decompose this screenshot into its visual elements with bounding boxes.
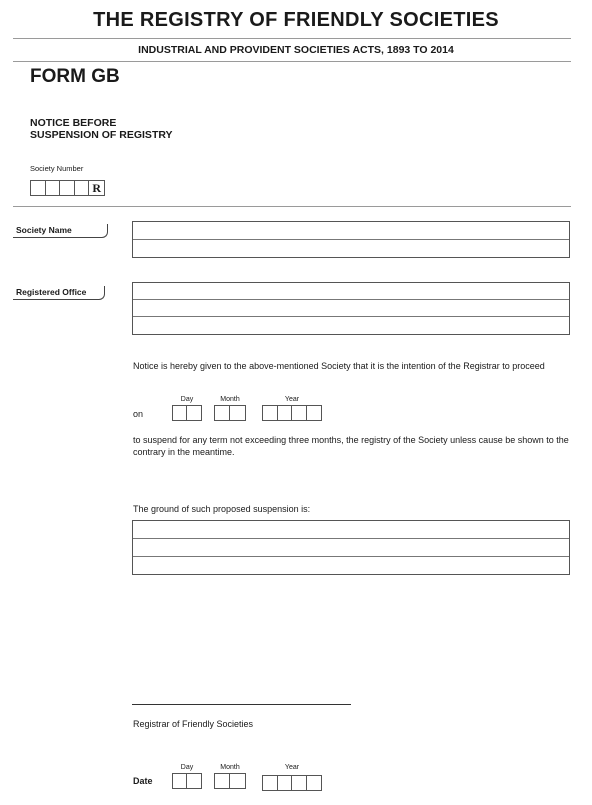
year-digit[interactable] [263,406,278,420]
day-digit[interactable] [173,406,187,420]
registered-office-box[interactable] [132,282,570,335]
registrar-signature-label: Registrar of Friendly Societies [133,719,254,729]
year-digit[interactable] [278,406,293,420]
notice-intro-text: Notice is hereby given to the above-mentioned Society that it is the intention of the Registrar to proceed [133,361,545,371]
ground-box[interactable] [132,520,570,575]
ground-text: The ground of such proposed suspension is: [133,504,311,514]
registered-office-line[interactable] [133,283,569,300]
ground-line[interactable] [133,521,569,539]
year-digit[interactable] [307,406,321,420]
month-digit[interactable] [215,406,230,420]
day-digit[interactable] [173,774,187,788]
society-number-suffix: R [92,181,102,195]
notice-heading-line1: NOTICE BEFORE [30,117,117,129]
society-number-digit[interactable] [75,181,90,195]
day-digit[interactable] [187,774,201,788]
date-month-label: Month [220,764,240,771]
month-digit[interactable] [230,406,245,420]
header-divider-bottom [13,61,571,62]
ground-line[interactable] [133,557,569,574]
ground-line[interactable] [133,539,569,557]
month-digit[interactable] [230,774,245,788]
form-id: FORM GB [30,66,120,87]
date-year-field[interactable] [262,775,322,791]
notice-month-label: Month [220,396,240,403]
header-divider-top [13,38,571,39]
notice-year-label: Year [284,396,300,403]
date-label: Date [133,776,153,786]
notice-on-label: on [133,409,144,419]
day-digit[interactable] [187,406,201,420]
notice-year-field[interactable] [262,405,322,421]
society-number-label: Society Number [30,164,84,173]
year-digit[interactable] [263,776,278,790]
society-number-digit[interactable] [46,181,61,195]
signature-line[interactable] [132,704,351,705]
year-digit[interactable] [278,776,293,790]
society-number-digit[interactable] [31,181,46,195]
date-day-field[interactable] [172,773,202,789]
society-name-box[interactable] [132,221,570,258]
notice-heading-line2: SUSPENSION OF REGISTRY [30,129,173,141]
date-day-label: Day [180,764,194,771]
society-name-line[interactable] [133,222,569,240]
year-digit[interactable] [307,776,321,790]
year-digit[interactable] [292,776,307,790]
society-name-line[interactable] [133,240,569,257]
society-number-digit[interactable] [60,181,75,195]
registered-office-line[interactable] [133,300,569,317]
date-month-field[interactable] [214,773,246,789]
notice-day-field[interactable] [172,405,202,421]
notice-month-field[interactable] [214,405,246,421]
suspend-text: to suspend for any term not exceeding three months, the registry of the Society unless cause be shown to the contrary in the meantime. [133,435,569,457]
society-number-field[interactable] [30,180,105,196]
year-digit[interactable] [292,406,307,420]
section-divider [13,206,571,207]
society-name-label: Society Name [13,224,108,238]
registered-office-label: Registered Office [13,286,105,300]
registry-title: THE REGISTRY OF FRIENDLY SOCIETIES [93,9,499,31]
acts-subtitle: INDUSTRIAL AND PROVIDENT SOCIETIES ACTS, 1893 TO 2014 [138,44,454,56]
date-year-label: Year [284,764,300,771]
notice-day-label: Day [180,396,194,403]
registered-office-line[interactable] [133,317,569,334]
month-digit[interactable] [215,774,230,788]
